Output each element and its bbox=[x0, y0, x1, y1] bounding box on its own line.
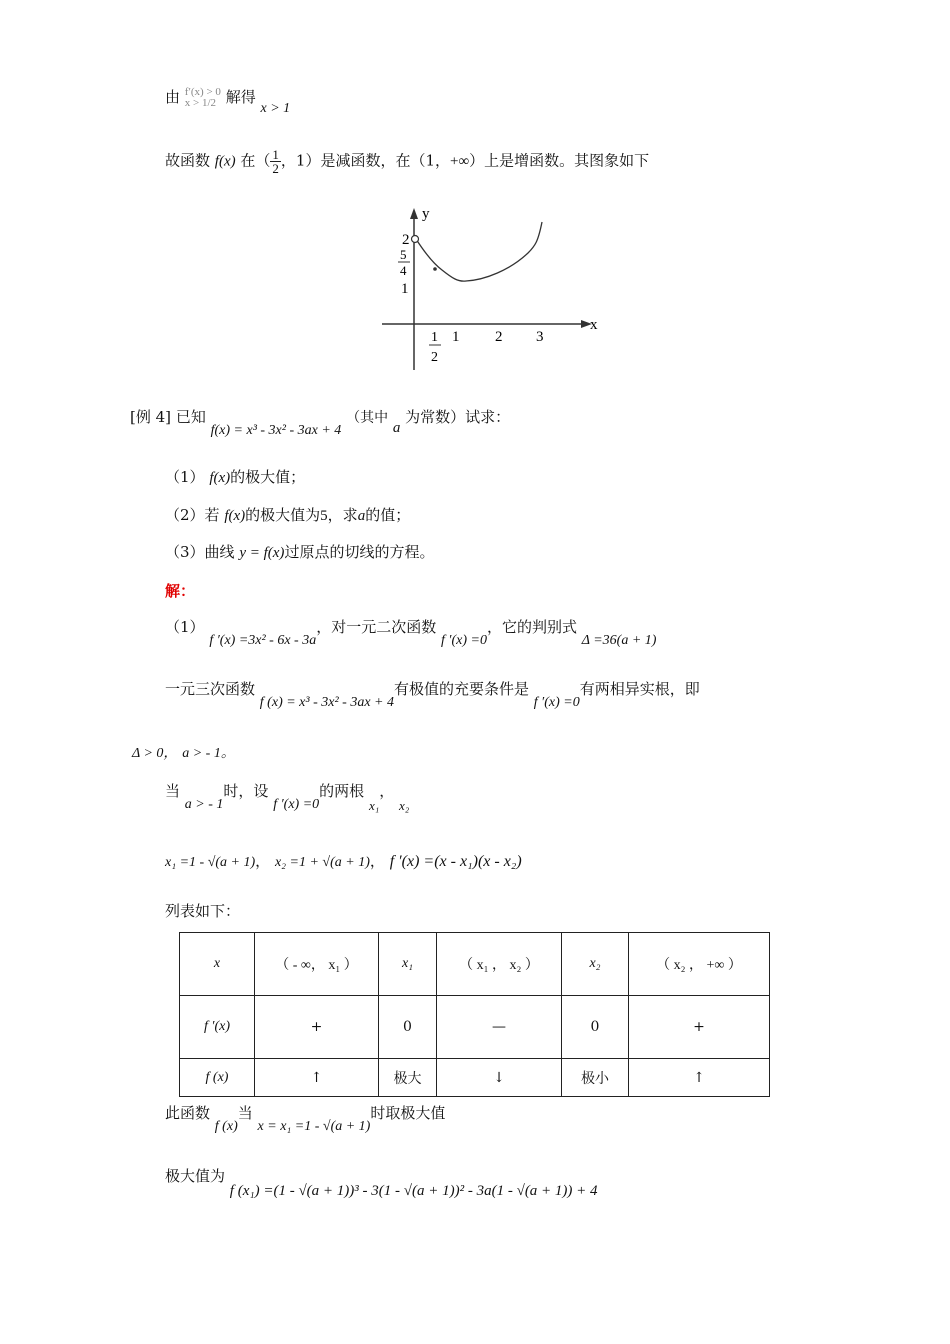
solution-step-1 bbox=[165, 616, 657, 648]
system-bottom: x > 1/2 bbox=[184, 97, 217, 109]
q2-a: a bbox=[357, 508, 366, 524]
s2-eq0: f ′(x) =0 bbox=[533, 695, 580, 710]
table-cell: x₂ bbox=[562, 933, 629, 996]
q1-num: （1） bbox=[165, 468, 205, 486]
s4-condition: a > - 1 bbox=[184, 797, 224, 812]
line1-prefix: 由 bbox=[165, 88, 181, 106]
table-cell: x₁ bbox=[379, 933, 437, 996]
table-intro: 列表如下： bbox=[165, 902, 241, 920]
line2-fx: f(x) bbox=[214, 153, 236, 170]
s5-comma-2: ， bbox=[369, 852, 385, 870]
table-header-row bbox=[180, 933, 770, 996]
function-graph bbox=[370, 198, 610, 370]
s1-delta: Δ =36(a + 1) bbox=[581, 633, 657, 648]
s4-text-2: 时，设 bbox=[223, 782, 269, 800]
solution-step-3 bbox=[132, 742, 235, 762]
solution-label: 解： bbox=[165, 582, 196, 600]
open-endpoint bbox=[412, 236, 419, 243]
x-tick-3: 3 bbox=[536, 329, 544, 345]
line2-fraction bbox=[270, 148, 281, 175]
s1-eq0: f ′(x) =0 bbox=[441, 633, 487, 648]
question-1 bbox=[165, 466, 305, 487]
q3-num: （3）曲线 bbox=[165, 543, 235, 561]
s7-equation: x = x₁ =1 - √(a + 1) bbox=[257, 1119, 371, 1134]
line1-result: x > 1 bbox=[260, 101, 291, 116]
frac-num: 1 bbox=[272, 147, 279, 162]
point-half bbox=[433, 267, 437, 271]
example-note-2: 为常数）试求： bbox=[405, 408, 511, 426]
s7-text-3: 时取极大值 bbox=[370, 1104, 446, 1122]
s5-x1-equation: x₁ =1 - √(a + 1) bbox=[165, 855, 256, 870]
example-4 bbox=[130, 406, 511, 438]
table-cell: ↑ bbox=[629, 1059, 770, 1097]
solution-step-8 bbox=[165, 1165, 598, 1199]
y-tick-4: 4 bbox=[400, 263, 407, 278]
y-tick-1: 1 bbox=[401, 281, 409, 297]
table-cell: — bbox=[437, 996, 562, 1059]
table-cell: f ′(x) bbox=[180, 996, 255, 1059]
s1-num: （1） bbox=[165, 618, 205, 636]
table-cell: x bbox=[180, 933, 255, 996]
table-cell: （ - ∞， x₁ ） bbox=[255, 933, 379, 996]
system-brace bbox=[185, 87, 221, 109]
table-function-row bbox=[180, 1059, 770, 1097]
line2-text-2: 在（ bbox=[240, 151, 271, 170]
q2-text-2: ，求 bbox=[327, 506, 358, 524]
question-2 bbox=[165, 504, 410, 525]
q2-fx: f(x) bbox=[224, 508, 246, 524]
q2-text-3: 的值； bbox=[365, 506, 411, 524]
s5-factorization: f ′(x) =(x - x₁)(x - x₂) bbox=[389, 853, 522, 870]
x-tick-half-den: 2 bbox=[431, 350, 438, 365]
table-cell: + bbox=[255, 996, 379, 1059]
example-tag: [例 4] bbox=[130, 408, 172, 426]
q3-eq: y = f(x) bbox=[239, 545, 285, 561]
q1-fx: f(x) bbox=[209, 470, 231, 486]
s3-condition: Δ > 0， bbox=[132, 746, 178, 761]
y-tick-5: 5 bbox=[400, 247, 407, 262]
q2-text-1: 的极大值为 bbox=[245, 506, 321, 524]
s2-function: f (x) = x³ - 3x² - 3ax + 4 bbox=[259, 695, 394, 710]
s3-result: a > - 1。 bbox=[182, 746, 235, 761]
sign-table bbox=[179, 932, 770, 1097]
table-cell: 0 bbox=[562, 996, 629, 1059]
s7-text-1: 此函数 bbox=[165, 1104, 211, 1122]
line-2 bbox=[165, 148, 649, 175]
system-top: f′(x) > 0 bbox=[184, 86, 221, 98]
table-cell: （ x₁ ， x₂ ） bbox=[437, 933, 562, 996]
solution-step-7 bbox=[165, 1102, 446, 1134]
table-cell: f (x) bbox=[180, 1059, 255, 1097]
table-cell: + bbox=[629, 996, 770, 1059]
table-cell: 极小 bbox=[562, 1059, 629, 1097]
y-axis-arrow bbox=[410, 208, 418, 219]
s8-equation: f (x₁) =(1 - √(a + 1))³ - 3(1 - √(a + 1))² - 3a(1 - √(a + 1)) + 4 bbox=[229, 1183, 598, 1199]
function-curve bbox=[416, 222, 542, 281]
line-1 bbox=[165, 86, 291, 116]
table-cell: ↑ bbox=[255, 1059, 379, 1097]
q3-text: 过原点的切线的方程。 bbox=[284, 543, 435, 561]
s4-eq0: f ′(x) =0 bbox=[273, 797, 320, 812]
s8-text: 极大值为 bbox=[165, 1167, 226, 1185]
solution-step-2 bbox=[165, 678, 700, 710]
table-cell: ↓ bbox=[437, 1059, 562, 1097]
frac-den: 2 bbox=[272, 161, 279, 176]
q1-text: 的极大值； bbox=[230, 468, 306, 486]
s5-comma-1: ， bbox=[255, 852, 271, 870]
table-derivative-row bbox=[180, 996, 770, 1059]
line1-mid: 解得 bbox=[225, 88, 256, 106]
s4-x1: x₁ bbox=[368, 798, 380, 813]
table-cell: （ x₂ ， +∞ ） bbox=[629, 933, 770, 996]
s1-derivative: f ′(x) =3x² - 6x - 3a bbox=[209, 633, 317, 648]
q2-five: 5 bbox=[320, 508, 328, 524]
s2-text-3: 有两相异实根，即 bbox=[579, 680, 700, 698]
table-cell: 0 bbox=[379, 996, 437, 1059]
s4-text-1: 当 bbox=[165, 782, 181, 800]
example-a: a bbox=[392, 420, 401, 436]
s1-text-1: ，对一元二次函数 bbox=[316, 618, 437, 636]
x-tick-2: 2 bbox=[495, 329, 503, 345]
line2-text-1: 故函数 bbox=[165, 151, 211, 170]
question-3 bbox=[165, 541, 434, 562]
y-axis-label: y bbox=[422, 206, 430, 222]
s2-text-2: 有极值的充要条件是 bbox=[393, 680, 529, 698]
s5-x2-equation: x₂ =1 + √(a + 1) bbox=[274, 855, 370, 870]
example-known: 已知 bbox=[175, 408, 206, 426]
line2-infinity: +∞ bbox=[450, 153, 470, 170]
s2-text-1: 一元三次函数 bbox=[165, 680, 256, 698]
s4-x2: x₂ bbox=[399, 798, 410, 813]
x-tick-half-num: 1 bbox=[431, 330, 438, 345]
s7-text-2: 当 bbox=[237, 1104, 253, 1122]
y-tick-2: 2 bbox=[402, 232, 410, 248]
q2-num: （2）若 bbox=[165, 506, 220, 524]
example-formula: f(x) = x³ - 3x² - 3ax + 4 bbox=[210, 423, 342, 438]
table-cell: 极大 bbox=[379, 1059, 437, 1097]
x-tick-1: 1 bbox=[452, 329, 460, 345]
s4-text-3: 的两根 bbox=[319, 782, 365, 800]
solution-step-5 bbox=[165, 850, 522, 871]
x-axis-label: x bbox=[590, 317, 598, 333]
line2-text-3: ，1）是减函数，在（1， bbox=[280, 151, 451, 170]
s4-comma: ， bbox=[379, 782, 395, 800]
solution-step-4 bbox=[165, 780, 410, 813]
example-note-1: （其中 bbox=[346, 410, 389, 426]
line2-text-4: ）上是增函数。其图象如下 bbox=[469, 151, 650, 170]
s7-function: f (x) bbox=[214, 1119, 238, 1134]
s1-text-2: ，它的判别式 bbox=[486, 618, 577, 636]
